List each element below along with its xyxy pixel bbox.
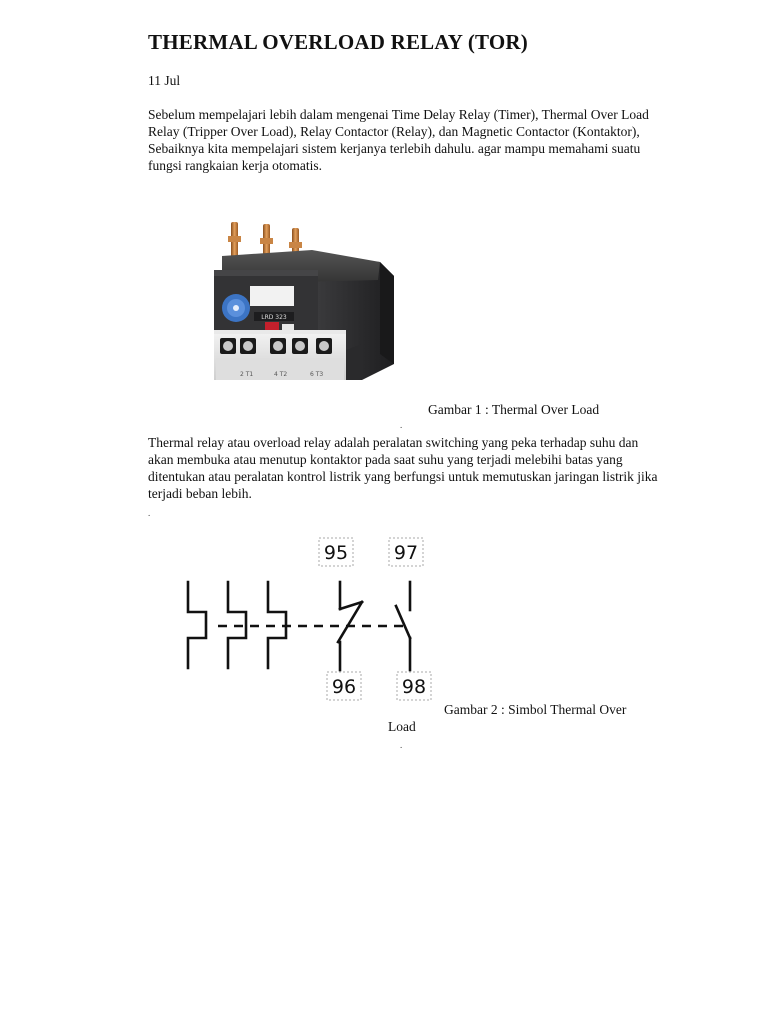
figure2-caption-line2: Load xyxy=(388,719,416,734)
definition-paragraph: Thermal relay atau overload relay adalah peralatan switching yang peka terhadap suhu dan akan membuka atau menutup kontaktor pada saat suhu yang terjadi melebihi batas yang ditentukan atau peralatan kontrol listrik yang berfungsi untuk memutuskan jaringan listrik jika terjadi beban lebih. xyxy=(148,435,658,501)
intro-paragraph: Sebelum mempelajari lebih dalam mengenai Time Delay Relay (Timer), Thermal Over Load Relay (Tripper Over Load), Relay Contactor (Relay), dan Magnetic Contactor (Kontaktor), Sebaiknya kita mempelajari sistem kerjanya terlebih dahulu. agar mampu memahami suatu fungsi rangkaian kerja otomatis. xyxy=(148,107,649,173)
terminal-98-label: 98 xyxy=(401,676,427,698)
thermal-element xyxy=(188,582,206,668)
terminal-96-label: 96 xyxy=(331,676,357,698)
figure1-caption: Gambar 1 : Thermal Over Load xyxy=(428,402,600,417)
post-date: 11 Jul xyxy=(148,73,181,88)
dot-marker: . xyxy=(148,508,151,518)
figure2-caption-line1: Gambar 2 : Simbol Thermal Over xyxy=(444,702,627,717)
terminal-95-label: 95 xyxy=(323,542,349,564)
model-label: LRD 323 xyxy=(261,314,287,321)
terminal-label-2t1: 2 T1 xyxy=(240,371,254,378)
page-title: THERMAL OVERLOAD RELAY (TOR) xyxy=(148,30,528,54)
terminal-label-4t2: 4 T2 xyxy=(274,371,288,378)
thermal-overload-symbol-diagram xyxy=(178,534,438,704)
thermal-overload-relay-photo xyxy=(192,204,406,416)
dot-marker: . xyxy=(400,420,403,430)
terminal-label-6t3: 6 T3 xyxy=(310,371,324,378)
terminal-97-label: 97 xyxy=(393,542,419,564)
dot-marker: . xyxy=(400,740,403,750)
